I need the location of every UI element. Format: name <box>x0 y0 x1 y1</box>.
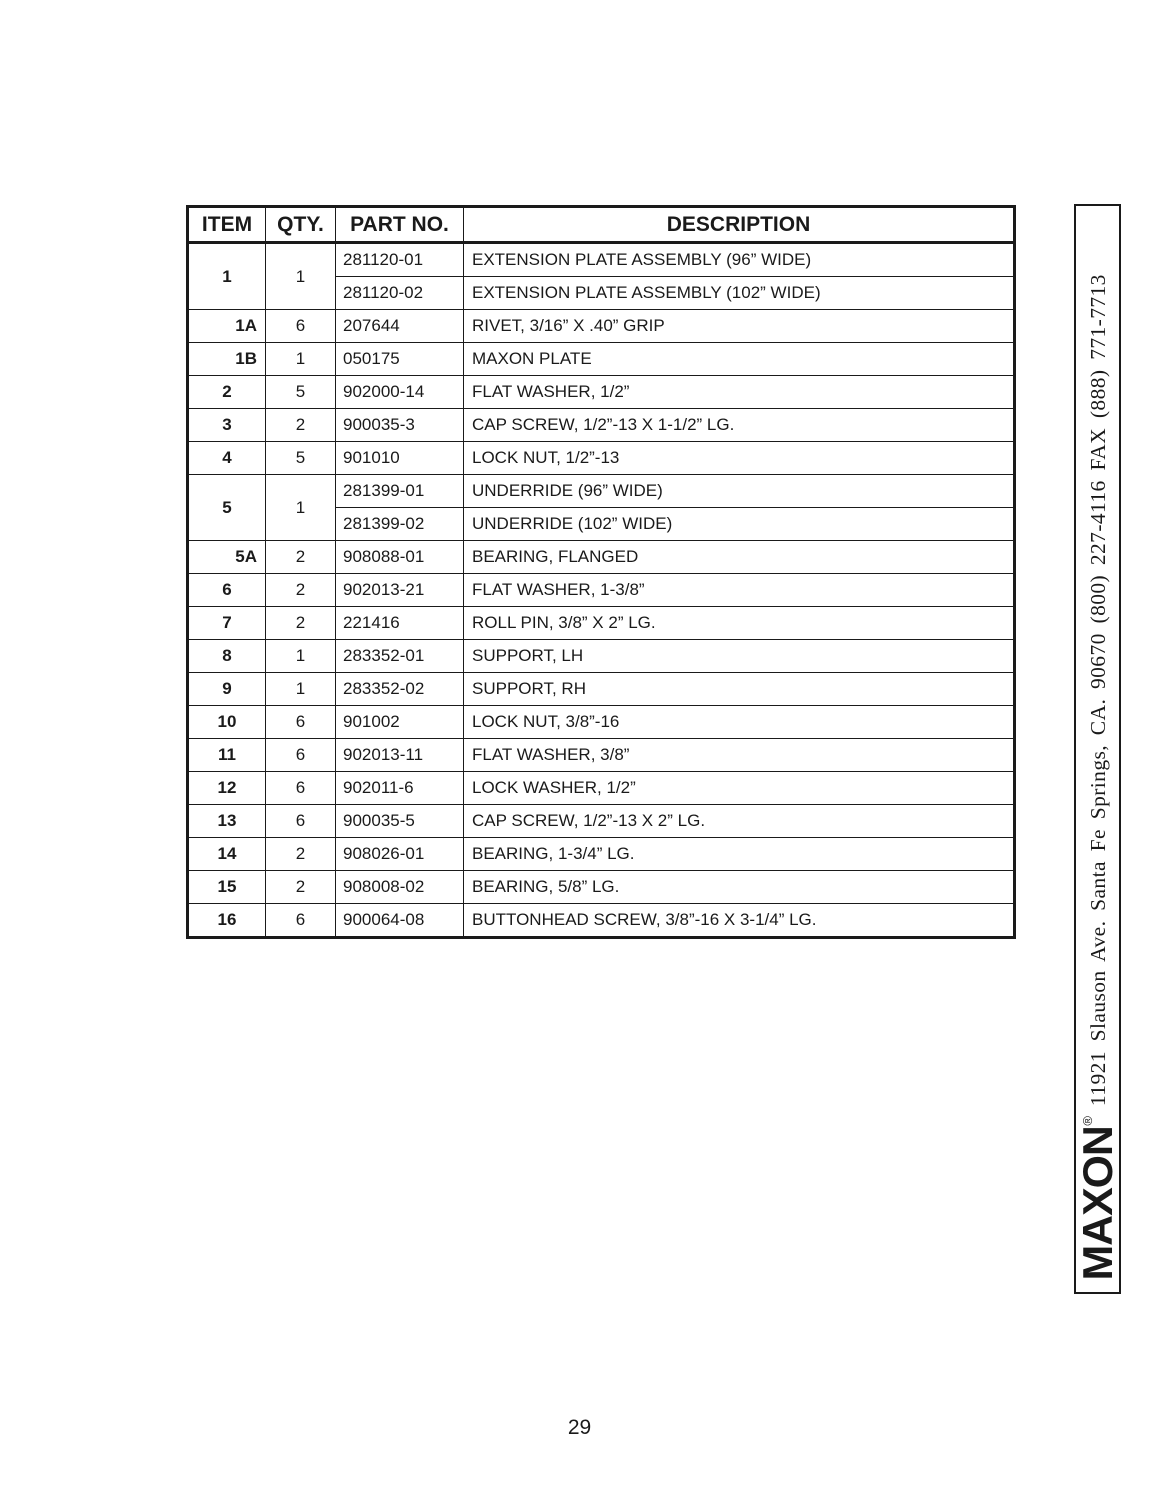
description-cell: LOCK WASHER, 1/2” <box>464 772 1015 805</box>
table-row <box>188 376 1015 409</box>
qty-cell: 2 <box>266 574 336 607</box>
description-cell: SUPPORT, RH <box>464 673 1015 706</box>
part-no-cell: 901010 <box>336 442 464 475</box>
part-no-cell: 908088-01 <box>336 541 464 574</box>
company-info-rotated <box>1073 211 1121 1287</box>
table-row <box>188 574 1015 607</box>
item-cell: 15 <box>188 871 266 904</box>
column-header-item: ITEM <box>188 207 266 243</box>
qty-cell: 6 <box>266 805 336 838</box>
qty-cell: 1 <box>266 640 336 673</box>
company-info-sidebar <box>1074 204 1121 1294</box>
part-no-cell: 900064-08 <box>336 904 464 938</box>
part-no-cell: 207644 <box>336 310 464 343</box>
company-address: 11921 Slauson Ave. Santa Fe Springs, CA. 90670 (800) 227-4116 FAX (888) 771-7713 <box>1085 274 1109 1107</box>
qty-cell: 1 <box>266 673 336 706</box>
description-cell: FLAT WASHER, 1-3/8” <box>464 574 1015 607</box>
qty-cell: 2 <box>266 541 336 574</box>
description-cell: RIVET, 3/16” X .40” GRIP <box>464 310 1015 343</box>
part-no-cell: 902000-14 <box>336 376 464 409</box>
table-row <box>188 243 1015 277</box>
table-row <box>188 739 1015 772</box>
description-cell: ROLL PIN, 3/8” X 2” LG. <box>464 607 1015 640</box>
table-row <box>188 343 1015 376</box>
description-cell: EXTENSION PLATE ASSEMBLY (102” WIDE) <box>464 277 1015 310</box>
qty-cell: 6 <box>266 706 336 739</box>
qty-cell: 1 <box>266 475 336 541</box>
part-no-cell: 902013-11 <box>336 739 464 772</box>
table-row <box>188 904 1015 938</box>
parts-table <box>186 205 1016 939</box>
item-cell: 7 <box>188 607 266 640</box>
qty-cell: 2 <box>266 871 336 904</box>
item-cell: 10 <box>188 706 266 739</box>
description-cell: CAP SCREW, 1/2”-13 X 1-1/2” LG. <box>464 409 1015 442</box>
part-no-cell: 902011-6 <box>336 772 464 805</box>
part-no-cell: 283352-02 <box>336 673 464 706</box>
table-row <box>188 871 1015 904</box>
description-cell: BUTTONHEAD SCREW, 3/8”-16 X 3-1/4” LG. <box>464 904 1015 938</box>
qty-cell: 6 <box>266 739 336 772</box>
qty-cell: 2 <box>266 607 336 640</box>
qty-cell: 5 <box>266 442 336 475</box>
qty-cell: 2 <box>266 838 336 871</box>
part-no-cell: 281399-01 <box>336 475 464 508</box>
table-row <box>188 409 1015 442</box>
description-cell: MAXON PLATE <box>464 343 1015 376</box>
item-cell: 14 <box>188 838 266 871</box>
part-no-cell: 908026-01 <box>336 838 464 871</box>
item-cell: 13 <box>188 805 266 838</box>
part-no-cell: 901002 <box>336 706 464 739</box>
description-cell: UNDERRIDE (102” WIDE) <box>464 508 1015 541</box>
table-row <box>188 541 1015 574</box>
part-no-cell: 900035-5 <box>336 805 464 838</box>
table-row <box>188 442 1015 475</box>
description-cell: BEARING, 5/8” LG. <box>464 871 1015 904</box>
item-cell: 4 <box>188 442 266 475</box>
column-header-description: DESCRIPTION <box>464 207 1015 243</box>
description-cell: BEARING, 1-3/4” LG. <box>464 838 1015 871</box>
item-cell: 1 <box>188 243 266 310</box>
qty-cell: 6 <box>266 904 336 938</box>
table-row <box>188 475 1015 508</box>
part-no-cell: 221416 <box>336 607 464 640</box>
registered-mark: ® <box>1079 1116 1095 1126</box>
column-header-part-no: PART NO. <box>336 207 464 243</box>
item-cell: 12 <box>188 772 266 805</box>
description-cell: LOCK NUT, 3/8”-16 <box>464 706 1015 739</box>
table-row <box>188 673 1015 706</box>
table-header-row <box>188 207 1015 243</box>
item-cell: 1A <box>188 310 266 343</box>
item-cell: 5A <box>188 541 266 574</box>
column-header-qty: QTY. <box>266 207 336 243</box>
part-no-cell: 908008-02 <box>336 871 464 904</box>
qty-cell: 6 <box>266 310 336 343</box>
table-row <box>188 310 1015 343</box>
table-row <box>188 805 1015 838</box>
description-cell: LOCK NUT, 1/2”-13 <box>464 442 1015 475</box>
part-no-cell: 050175 <box>336 343 464 376</box>
description-cell: BEARING, FLANGED <box>464 541 1015 574</box>
part-no-cell: 902013-21 <box>336 574 464 607</box>
qty-cell: 2 <box>266 409 336 442</box>
item-cell: 16 <box>188 904 266 938</box>
description-cell: EXTENSION PLATE ASSEMBLY (96” WIDE) <box>464 243 1015 277</box>
part-no-cell: 900035-3 <box>336 409 464 442</box>
item-cell: 8 <box>188 640 266 673</box>
item-cell: 5 <box>188 475 266 541</box>
table-row <box>188 772 1015 805</box>
table-row <box>188 640 1015 673</box>
part-no-cell: 283352-01 <box>336 640 464 673</box>
qty-cell: 1 <box>266 343 336 376</box>
item-cell: 11 <box>188 739 266 772</box>
item-cell: 3 <box>188 409 266 442</box>
table-row <box>188 838 1015 871</box>
table-row <box>188 706 1015 739</box>
item-cell: 9 <box>188 673 266 706</box>
item-cell: 2 <box>188 376 266 409</box>
qty-cell: 5 <box>266 376 336 409</box>
part-no-cell: 281399-02 <box>336 508 464 541</box>
description-cell: CAP SCREW, 1/2”-13 X 2” LG. <box>464 805 1015 838</box>
description-cell: FLAT WASHER, 1/2” <box>464 376 1015 409</box>
table-row <box>188 607 1015 640</box>
description-cell: FLAT WASHER, 3/8” <box>464 739 1015 772</box>
description-cell: UNDERRIDE (96” WIDE) <box>464 475 1015 508</box>
description-cell: SUPPORT, LH <box>464 640 1015 673</box>
part-no-cell: 281120-02 <box>336 277 464 310</box>
maxon-logo: MAXON <box>1073 1126 1121 1281</box>
qty-cell: 6 <box>266 772 336 805</box>
part-no-cell: 281120-01 <box>336 243 464 277</box>
item-cell: 6 <box>188 574 266 607</box>
item-cell: 1B <box>188 343 266 376</box>
qty-cell: 1 <box>266 243 336 310</box>
page-number: 29 <box>567 1416 592 1439</box>
